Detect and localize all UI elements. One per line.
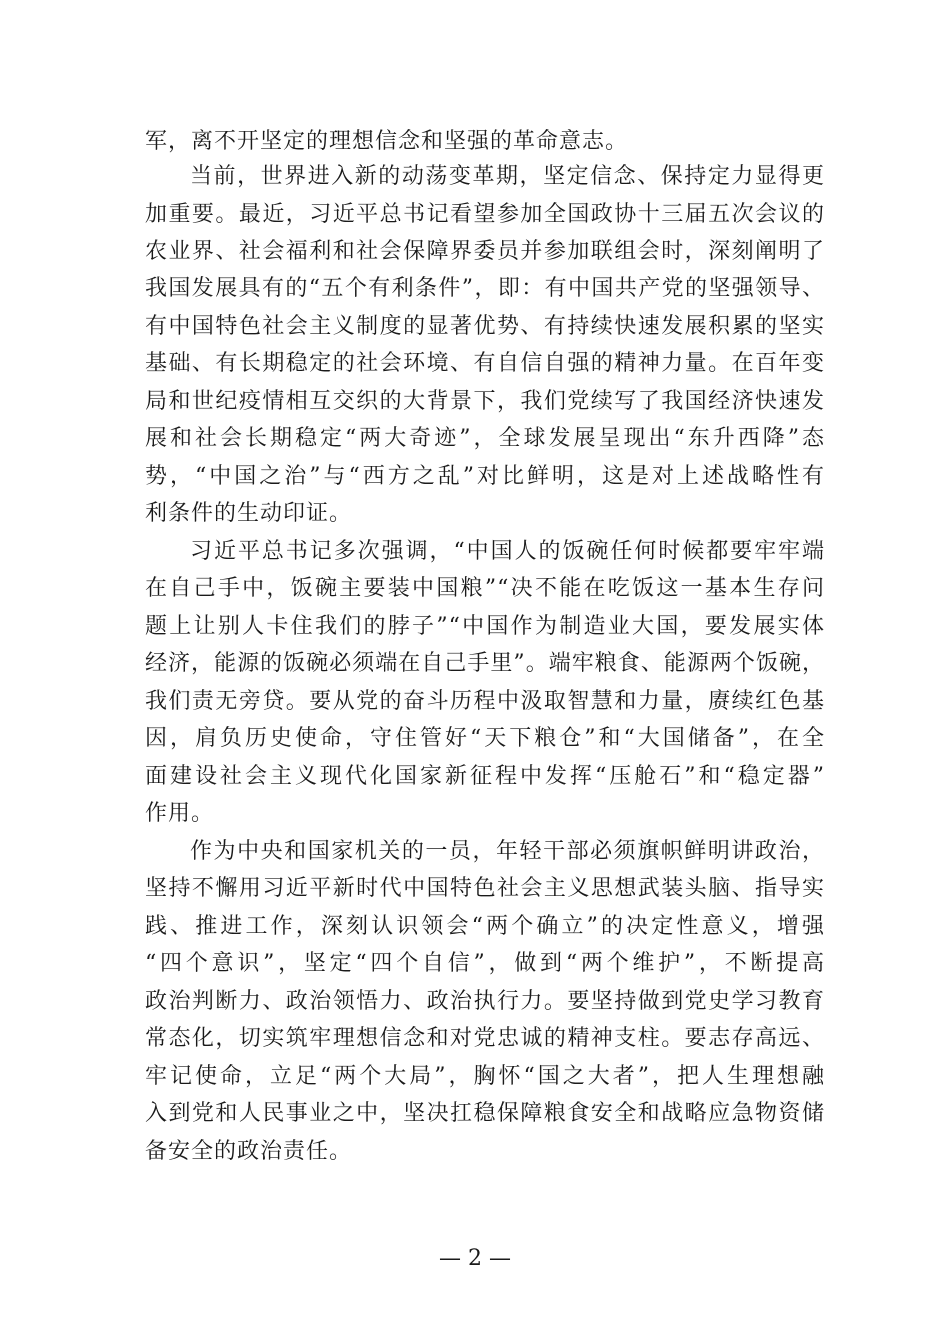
text-line: 作用。	[145, 801, 215, 826]
text-line: 入到党和人民事业之中，坚决扛稳保障粮食安全和战略应急物资储	[145, 1101, 825, 1126]
text-line: 政治判断力、政治领悟力、政治执行力。要坚持做到党史学习教育	[145, 989, 825, 1014]
text-line: 军，离不开坚定的理想信念和坚强的革命意志。	[145, 129, 629, 154]
text-line: 基础、有长期稳定的社会环境、有自信自强的精神力量。在百年变	[145, 351, 825, 376]
text-line: 展和社会长期稳定“两大奇迹”，全球发展呈现出“东升西降”态	[145, 426, 825, 451]
text-line: 面建设社会主义现代化国家新征程中发挥“压舱石”和“稳定器”	[145, 764, 825, 789]
page-number: — 2 —	[439, 1246, 511, 1271]
text-line: 势，“中国之治”与“西方之乱”对比鲜明，这是对上述战略性有	[145, 464, 825, 489]
text-line: 因，肩负历史使命，守住管好“天下粮仓”和“大国储备”，在全	[145, 726, 825, 751]
text-line: 题上让别人卡住我们的脖子”“中国作为制造业大国，要发展实体	[145, 614, 825, 639]
text-line: “四个意识”，坚定“四个自信”，做到“两个维护”，不断提高	[145, 951, 825, 976]
text-line: 在自己手中，饭碗主要装中国粮”“决不能在吃饭这一基本生存问	[145, 576, 825, 601]
text-line: 我国发展具有的“五个有利条件”，即：有中国共产党的坚强领导、	[145, 276, 825, 301]
text-line: 坚持不懈用习近平新时代中国特色社会主义思想武装头脑、指导实	[145, 876, 825, 901]
text-line: 我们责无旁贷。要从党的奋斗历程中汲取智慧和力量，赓续红色基	[145, 689, 825, 714]
text-line: 经济，能源的饭碗必须端在自己手里”。端牢粮食、能源两个饭碗，	[145, 651, 825, 676]
text-line: 牢记使命，立足“两个大局”，胸怀“国之大者”，把人生理想融	[145, 1064, 825, 1089]
paragraph-first-line: 习近平总书记多次强调，“中国人的饭碗任何时候都要牢牢端	[190, 539, 825, 564]
text-line: 局和世纪疫情相互交织的大背景下，我们党续写了我国经济快速发	[145, 389, 825, 414]
text-line: 农业界、社会福利和社会保障界委员并参加联组会时，深刻阐明了	[145, 239, 825, 264]
text-line: 践、推进工作，深刻认识领会“两个确立”的决定性意义，增强	[145, 914, 825, 939]
text-line: 有中国特色社会主义制度的显著优势、有持续快速发展积累的坚实	[145, 314, 825, 339]
text-line: 加重要。最近，习近平总书记看望参加全国政协十三届五次会议的	[145, 202, 825, 227]
paragraph-first-line: 当前，世界进入新的动荡变革期，坚定信念、保持定力显得更	[190, 164, 825, 189]
text-line: 利条件的生动印证。	[145, 501, 353, 526]
text-line: 备安全的政治责任。	[145, 1139, 353, 1164]
text-line: 常态化，切实筑牢理想信念和对党忠诚的精神支柱。要志存高远、	[145, 1026, 825, 1051]
paragraph-first-line: 作为中央和国家机关的一员，年轻干部必须旗帜鲜明讲政治，	[190, 839, 825, 864]
